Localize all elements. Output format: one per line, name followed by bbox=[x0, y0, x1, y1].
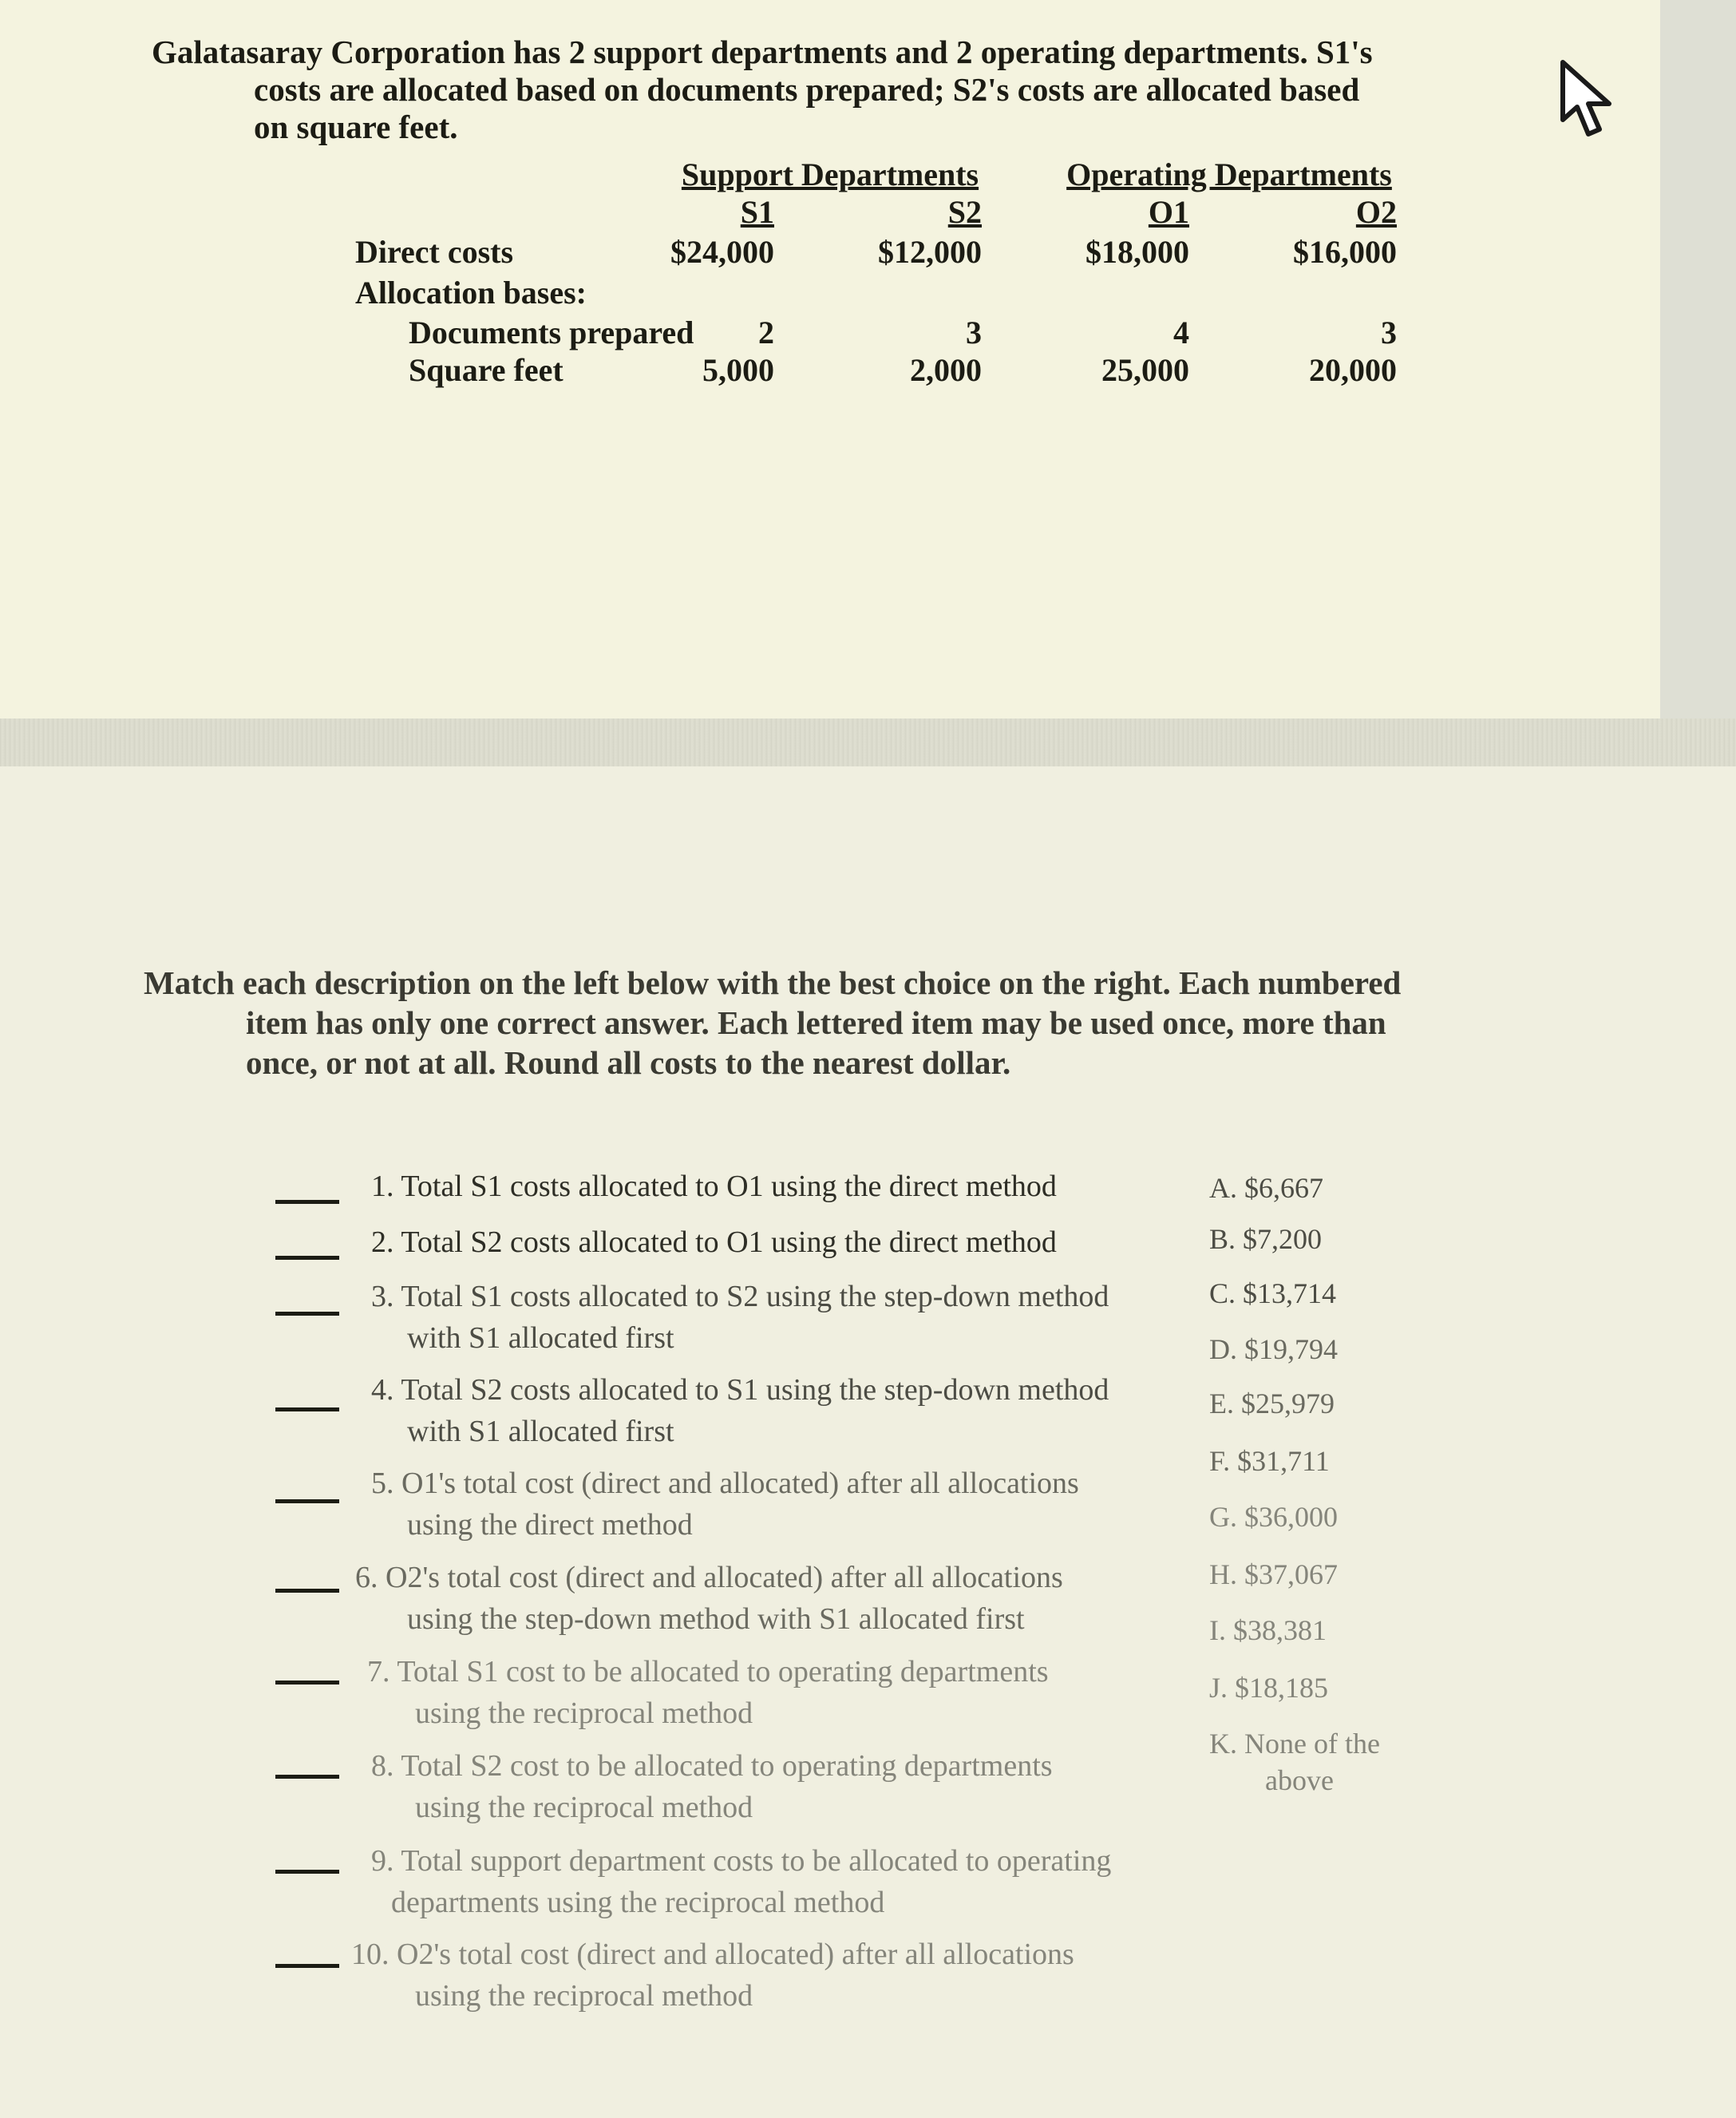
item-8-text: 8. Total S2 cost to be allocated to operating departments bbox=[371, 1749, 1053, 1783]
answer-blank-1[interactable] bbox=[275, 1200, 339, 1204]
cell-sqft-o1: 25,000 bbox=[1101, 352, 1189, 388]
instructions-line-3: once, or not at all. Round all costs to the nearest dollar. bbox=[246, 1044, 1011, 1081]
intro-line-2: costs are allocated based on documents prepared; S2's costs are allocated based bbox=[254, 71, 1360, 108]
item-7-text-cont: using the reciprocal method bbox=[415, 1696, 753, 1730]
panel-divider bbox=[0, 719, 1736, 766]
item-4-text-cont: with S1 allocated first bbox=[407, 1415, 674, 1448]
cell-docs-o1: 4 bbox=[1173, 315, 1189, 350]
instructions-line-1: Match each description on the left below with the best choice on the right. Each numbered bbox=[144, 964, 1402, 1001]
column-header-o1: O1 bbox=[1148, 194, 1189, 230]
column-header-s1: S1 bbox=[740, 194, 774, 230]
cell-sqft-o2: 20,000 bbox=[1309, 352, 1397, 388]
answer-blank-9[interactable] bbox=[275, 1870, 339, 1874]
cell-direct-o2: $16,000 bbox=[1293, 234, 1397, 270]
cell-docs-s2: 3 bbox=[966, 315, 982, 350]
row-label-square-feet: Square feet bbox=[409, 352, 564, 388]
answer-blank-5[interactable] bbox=[275, 1499, 339, 1503]
item-8-text-cont: using the reciprocal method bbox=[415, 1791, 753, 1824]
instructions-line-2: item has only one correct answer. Each lettered item may be used once, more than bbox=[246, 1004, 1386, 1041]
cell-direct-s2: $12,000 bbox=[878, 234, 982, 270]
column-header-s2: S2 bbox=[947, 194, 982, 230]
column-header-o2: O2 bbox=[1355, 194, 1397, 230]
cell-direct-o1: $18,000 bbox=[1085, 234, 1189, 270]
list-item bbox=[371, 1840, 1111, 1923]
choice-e: E. $25,979 bbox=[1209, 1388, 1335, 1419]
cell-docs-s1: 2 bbox=[758, 315, 774, 350]
list-item bbox=[371, 1369, 1109, 1452]
choice-d: D. $19,794 bbox=[1209, 1333, 1338, 1365]
background-strip bbox=[1660, 0, 1736, 719]
choice-g: G. $36,000 bbox=[1209, 1501, 1338, 1533]
item-4-text: 4. Total S2 costs allocated to S1 using the step-down method bbox=[371, 1373, 1109, 1407]
item-3-text: 3. Total S1 costs allocated to S2 using the step-down method bbox=[371, 1280, 1109, 1313]
item-10-text: 10. O2's total cost (direct and allocated) after all allocations bbox=[351, 1938, 1074, 1971]
choice-k: K. None of the bbox=[1209, 1728, 1380, 1760]
list-item bbox=[371, 1221, 1057, 1263]
item-5-text-cont: using the direct method bbox=[407, 1508, 693, 1542]
answer-blank-10[interactable] bbox=[275, 1964, 339, 1968]
list-item bbox=[367, 1651, 1049, 1734]
answer-blank-7[interactable] bbox=[275, 1681, 339, 1685]
cell-docs-o2: 3 bbox=[1381, 315, 1397, 350]
answer-blank-3[interactable] bbox=[275, 1312, 339, 1316]
group-header-support: Support Departments bbox=[681, 156, 979, 192]
answer-blank-2[interactable] bbox=[275, 1256, 339, 1260]
choice-a: A. $6,667 bbox=[1209, 1172, 1323, 1204]
list-item bbox=[371, 1463, 1079, 1546]
choice-f: F. $31,711 bbox=[1209, 1445, 1330, 1477]
item-2-text: 2. Total S2 costs allocated to O1 using the direct method bbox=[371, 1225, 1057, 1259]
intro-line-1: Galatasaray Corporation has 2 support departments and 2 operating departments. S1's bbox=[152, 34, 1373, 70]
choice-k-cont: above bbox=[1265, 1764, 1334, 1796]
choice-h: H. $37,067 bbox=[1209, 1558, 1338, 1590]
choice-j: J. $18,185 bbox=[1209, 1672, 1329, 1704]
list-item bbox=[371, 1276, 1109, 1359]
choice-c: C. $13,714 bbox=[1209, 1277, 1337, 1309]
list-item bbox=[371, 1166, 1057, 1207]
choice-i: I. $38,381 bbox=[1209, 1614, 1327, 1646]
mouse-pointer-icon bbox=[1556, 56, 1628, 144]
item-9-text-cont: departments using the reciprocal method bbox=[391, 1886, 885, 1919]
group-header-operating: Operating Departments bbox=[1066, 156, 1392, 192]
cell-direct-s1: $24,000 bbox=[670, 234, 774, 270]
cell-sqft-s2: 2,000 bbox=[910, 352, 982, 388]
item-3-text-cont: with S1 allocated first bbox=[407, 1321, 674, 1355]
list-item bbox=[351, 1934, 1074, 2017]
row-label-direct-costs: Direct costs bbox=[355, 234, 514, 270]
item-6-text: 6. O2's total cost (direct and allocated) after all allocations bbox=[355, 1561, 1063, 1594]
list-item bbox=[371, 1745, 1053, 1828]
answer-blank-6[interactable] bbox=[275, 1589, 339, 1593]
cell-sqft-s1: 5,000 bbox=[702, 352, 774, 388]
item-10-text-cont: using the reciprocal method bbox=[415, 1979, 753, 2013]
list-item bbox=[355, 1557, 1063, 1640]
item-9-text: 9. Total support department costs to be allocated to operating bbox=[371, 1844, 1112, 1878]
row-label-allocation-bases: Allocation bases: bbox=[355, 275, 587, 311]
item-1-text: 1. Total S1 costs allocated to O1 using the direct method bbox=[371, 1170, 1057, 1203]
answer-blank-4[interactable] bbox=[275, 1407, 339, 1411]
item-6-text-cont: using the step-down method with S1 allocated first bbox=[407, 1602, 1025, 1636]
choice-b: B. $7,200 bbox=[1209, 1223, 1323, 1255]
item-7-text: 7. Total S1 cost to be allocated to operating departments bbox=[367, 1655, 1049, 1688]
item-5-text: 5. O1's total cost (direct and allocated) after all allocations bbox=[371, 1467, 1079, 1500]
row-label-documents-prepared: Documents prepared bbox=[409, 315, 694, 350]
intro-line-3: on square feet. bbox=[254, 109, 458, 145]
answer-blank-8[interactable] bbox=[275, 1775, 339, 1779]
